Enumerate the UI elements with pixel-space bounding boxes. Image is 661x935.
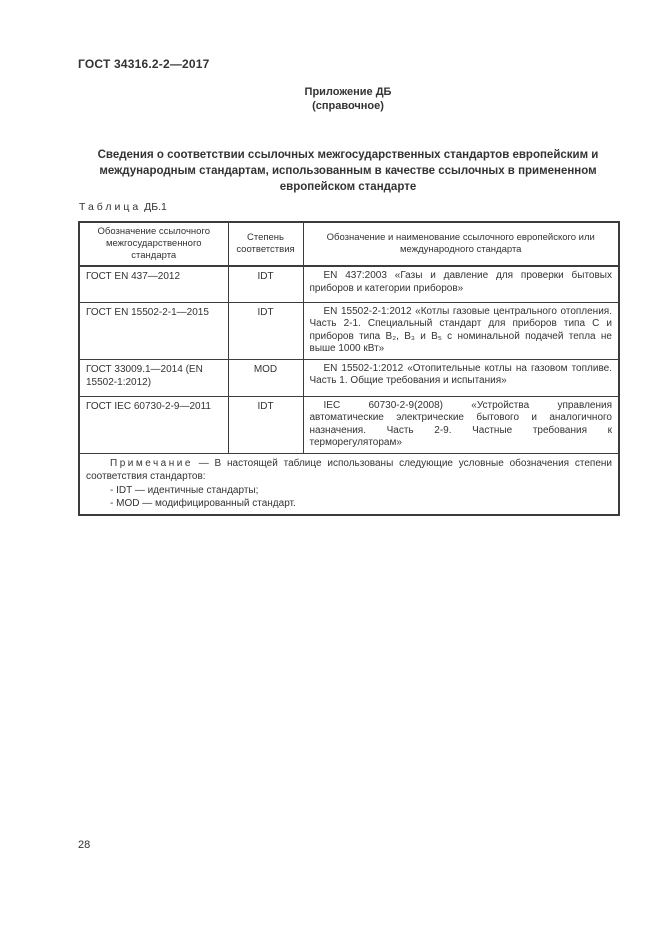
degree-cell: IDT <box>228 302 303 359</box>
annex-title: Приложение ДБ <box>304 86 392 98</box>
standard-cell: ГОСТ 33009.1—2014 (EN 15502-1:2012) <box>79 359 228 396</box>
table-row <box>79 359 619 396</box>
note-label: Примечание <box>110 457 193 469</box>
reference-text: EN 15502-1:2012 «Отопительные котлы на газовом топливе. Часть 1. Общие требования и испытания» <box>309 362 612 386</box>
degree-cell: MOD <box>228 359 303 396</box>
document-number: ГОСТ 34316.2-2—2017 <box>78 57 210 71</box>
standards-correspondence-table <box>78 221 620 516</box>
header-degree-column: Степень соответствия <box>228 222 303 266</box>
standard-cell: ГОСТ EN 15502-2-1—2015 <box>79 302 228 359</box>
reference-text: EN 15502-2-1:2012 «Котлы газовые центрального отопления. Часть 2-1. Специальный стандарт для приборов типа С и приборов типа В₂, В₃ и В₅ с номинальной подачей тепла не выше 1000 кВт» <box>309 305 612 354</box>
section-title: Сведения о соответствии ссылочных межгосударственных стандартов европейским и международным стандартам, использованным в качестве ссылочных в примененном европейском стандарте <box>97 149 599 193</box>
header-reference-column: Обозначение и наименование ссылочного европейского или международного стандарта <box>303 222 619 266</box>
reference-cell <box>303 266 619 302</box>
note-cell <box>79 453 619 515</box>
table-caption-word: Таблица <box>79 201 142 213</box>
annex-subtitle: (справочное) <box>312 100 384 112</box>
table-row <box>79 396 619 453</box>
page-number: 28 <box>78 839 91 851</box>
table-header-row <box>79 222 619 266</box>
standard-cell: ГОСТ EN 437—2012 <box>79 266 228 302</box>
degree-cell: IDT <box>228 266 303 302</box>
note-paragraph <box>86 457 612 484</box>
reference-text: EN 437:2003 «Газы и давление для проверки бытовых приборов и категории приборов» <box>309 270 612 294</box>
table-row <box>79 302 619 359</box>
reference-cell <box>303 359 619 396</box>
note-item: - MOD — модифицированный стандарт. <box>110 498 296 509</box>
degree-cell: IDT <box>228 396 303 453</box>
table-row <box>79 266 619 302</box>
note-text: — В настоящей таблице использованы следующие условные обозначения степени соответствия стандартов: <box>86 457 613 482</box>
note-item: - IDT — идентичные стандарты; <box>110 484 259 496</box>
table-caption-number: ДБ.1 <box>144 201 167 213</box>
reference-cell <box>303 396 619 453</box>
standard-cell: ГОСТ IEC 60730-2-9—2011 <box>79 396 228 453</box>
table-caption <box>79 201 167 213</box>
annex-heading <box>78 85 618 113</box>
table-note-row <box>79 453 619 515</box>
reference-text: IEC 60730-2-9(2008) «Устройства управления автоматические электрические бытового и аналогичного назначения. Часть 2-9. Частные требования к терморегуляторам» <box>309 399 612 448</box>
header-standard-column: Обозначение ссылочного межгосударственного стандарта <box>79 222 228 266</box>
reference-cell <box>303 302 619 359</box>
